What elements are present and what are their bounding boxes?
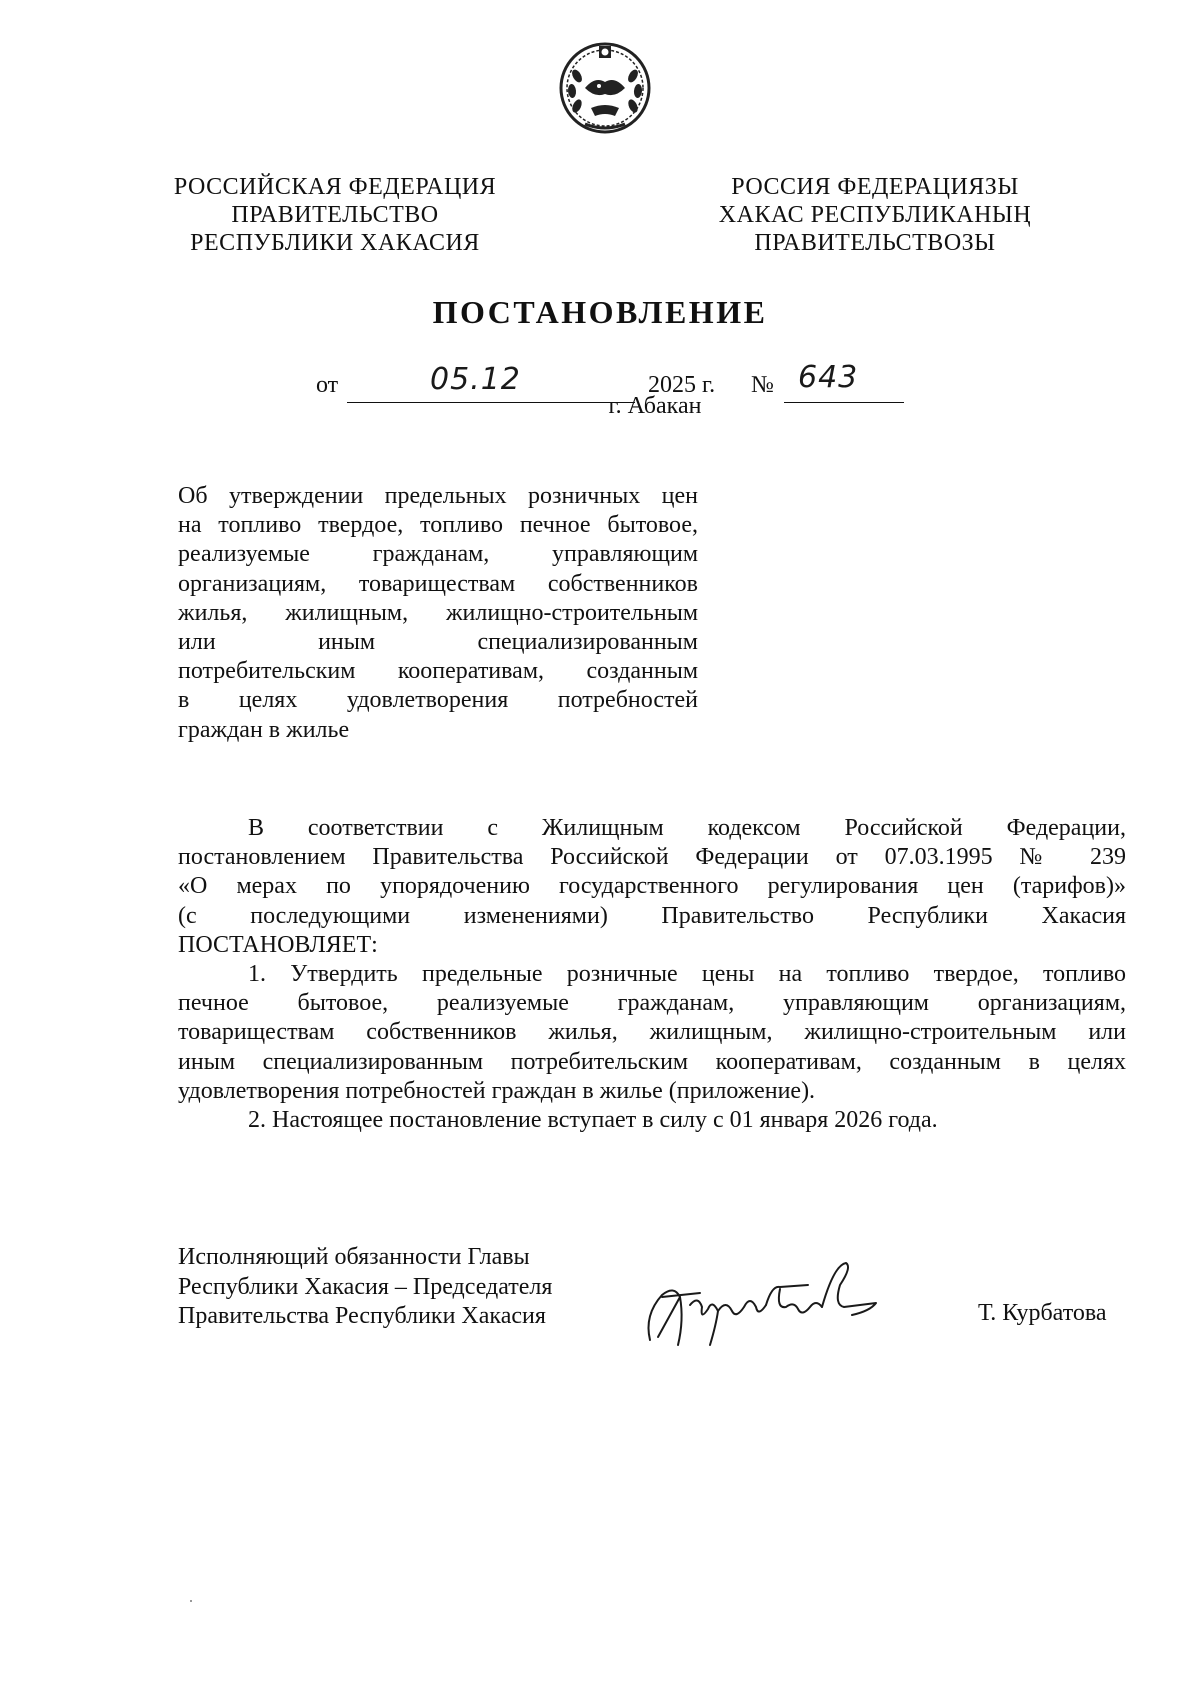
subject-line: или иным специализированным: [178, 629, 698, 656]
subject-line: потребительским кооперативам, созданным: [178, 658, 698, 685]
city-label: г. Абакан: [608, 393, 702, 419]
preamble-line: «О мерах по упорядочению государственного регулирования цен (тарифов)»: [178, 873, 1126, 900]
header-left: [165, 173, 505, 257]
signatory-title-line: Правительства Республики Хакасия: [178, 1303, 546, 1329]
year-label: 2025 г.: [648, 372, 716, 398]
header-left-line: РОССИЙСКАЯ ФЕДЕРАЦИЯ: [173, 174, 497, 200]
number-handwritten: 643: [798, 360, 859, 395]
signatory-title: [178, 1243, 552, 1332]
number-label: №: [751, 372, 774, 398]
preamble-line: В соответствии с Жилищным кодексом Российской Федерации,: [248, 815, 1126, 841]
header-right-line: ХАКАС РЕСПУБЛИКАНЫҢ: [718, 202, 1032, 228]
header-right-line: ПРАВИТЕЛЬСТВОЗЫ: [754, 230, 996, 256]
date-handwritten: 05.12: [430, 362, 521, 397]
preamble-line: (с последующими изменениями) Правительство Республики Хакасия: [178, 902, 1126, 929]
item1-line: печное бытовое, реализуемые гражданам, управляющим организациям,: [178, 990, 1126, 1017]
document-type-title: ПОСТАНОВЛЕНИЕ: [432, 294, 768, 330]
header-right: [700, 173, 1050, 257]
item1-line: иным специализированным потребительским кооперативам, созданным в целях: [178, 1048, 1126, 1075]
preamble-line: постановлением Правительства Российской Федерации от 07.03.1995 № 239: [178, 844, 1126, 871]
subject-line: жилья, жилищным, жилищно-строительным: [178, 599, 698, 626]
signer-name: Т. Курбатова: [978, 1300, 1107, 1326]
item1-line: товариществам собственников жилья, жилищным, жилищно-строительным или: [178, 1019, 1126, 1046]
subject-line: реализуемые гражданам, управляющим: [178, 541, 698, 568]
subject-block: [178, 482, 698, 745]
header-left-line: ПРАВИТЕЛЬСТВО: [231, 202, 439, 228]
subject-line: в целях удовлетворения потребностей: [178, 687, 698, 714]
subject-line: граждан в жилье: [178, 716, 350, 743]
item1-line: 1. Утвердить предельные розничные цены на топливо твердое, топливо: [248, 961, 1126, 988]
signatory-title-line: Республики Хакасия – Председателя: [178, 1273, 553, 1300]
header-right-line: РОССИЯ ФЕДЕРАЦИЯЗЫ: [731, 174, 1019, 200]
subject-line: организациям, товариществам собственников: [178, 570, 698, 597]
coat-of-arms-emblem: [555, 36, 655, 136]
subject-line: на топливо твердое, топливо печное бытовое,: [178, 512, 698, 539]
subject-line: Об утверждении предельных розничных цен: [178, 483, 698, 509]
body-text: [178, 814, 1126, 1135]
item1-line: удовлетворения потребностей граждан в жилье (приложение).: [178, 1077, 816, 1104]
header-left-line: РЕСПУБЛИКИ ХАКАСИЯ: [190, 230, 480, 256]
scan-speck: [190, 1600, 192, 1602]
handwritten-signature: [640, 1245, 900, 1355]
from-label: от: [316, 372, 339, 398]
item2-line: 2. Настоящее постановление вступает в силу с 01 января 2026 года.: [248, 1107, 938, 1134]
preamble-line: ПОСТАНОВЛЯЕТ:: [178, 931, 378, 958]
signatory-title-line: Исполняющий обязанности Главы: [178, 1244, 530, 1270]
